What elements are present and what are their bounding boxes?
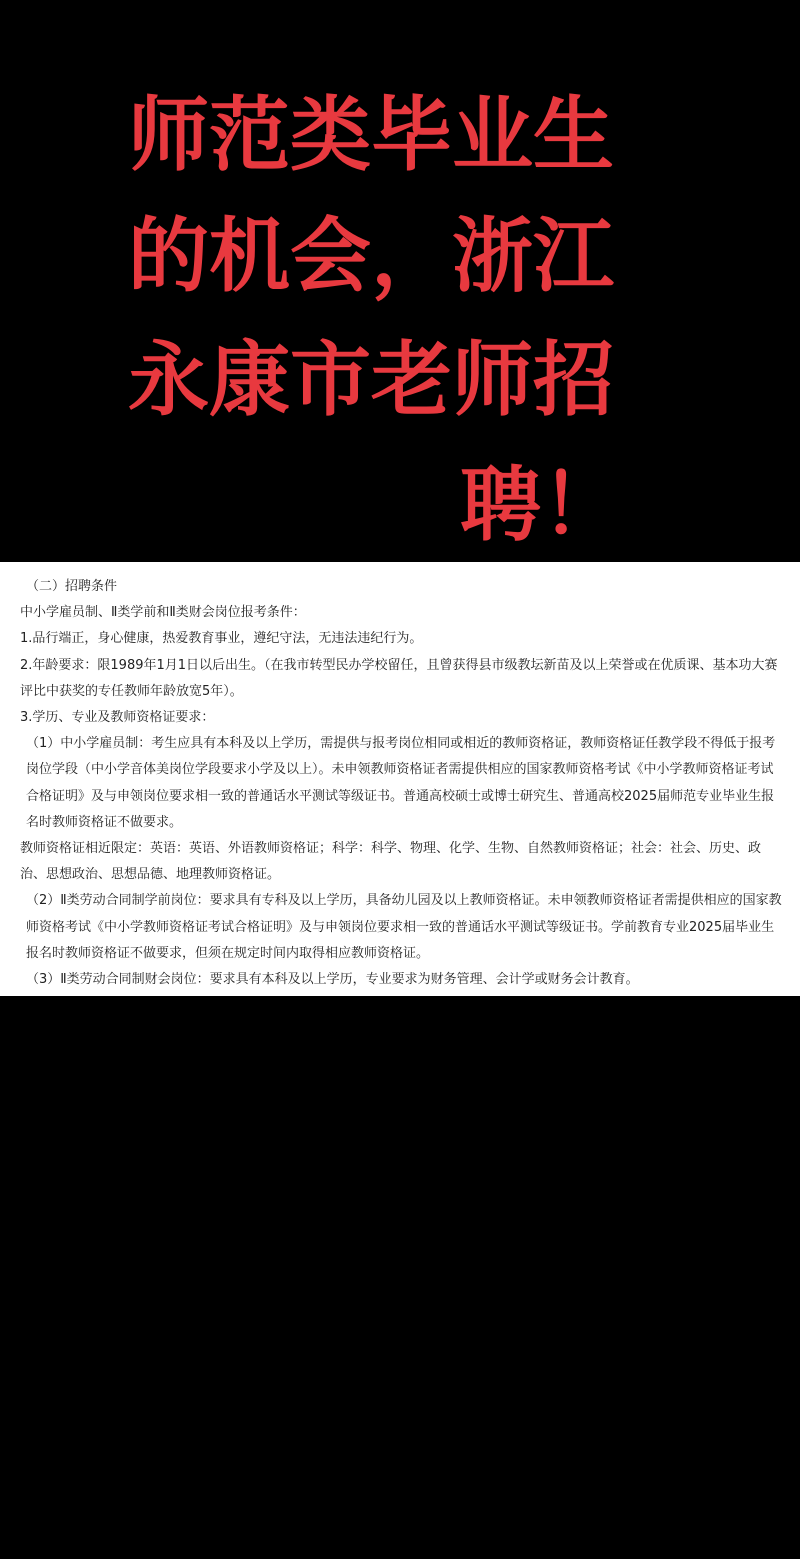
headline-line-2: 的机会，浙江 xyxy=(128,210,615,304)
headline-line-4: 聘！ xyxy=(460,459,623,553)
paragraph-conduct: 1.品行端正，身心健康，热爱教育事业，遵纪守法，无违法违纪行为。 xyxy=(20,631,423,647)
paragraph-similar-certificates: 教师资格证相近限定：英语：英语、外语教师资格证；科学：科学、物理、化学、生物、自然教师资格证；社会：社会、历史、政治、思想政治、思想品德、地理教师资格证。 xyxy=(20,841,762,883)
paragraph-positions: 中小学雇员制、Ⅱ类学前和Ⅱ类财会岗位报考条件： xyxy=(20,605,306,621)
headline-line-3: 永康市老师招 xyxy=(128,334,615,428)
paragraph-accounting: （3）Ⅱ类劳动合同制财会岗位：要求具有本科及以上学历，专业要求为财务管理、会计学或财务会计教育。 xyxy=(26,972,639,988)
paragraph-qualification-heading: 3.学历、专业及教师资格证要求： xyxy=(20,710,215,726)
headline-banner xyxy=(0,0,800,562)
paragraph-preschool: （2）Ⅱ类劳动合同制学前岗位：要求具有专科及以上学历，具备幼儿园及以上教师资格证。未申领教师资格证者需提供相应的国家教师资格考试《中小学教师资格证考试合格证明》及与申领岗位要求相一致的普通话水平测试等级证书。学前教育专业2025届毕业生报名时教师资格证不做要求，但须在规定时间内取得相应教师资格证。 xyxy=(26,893,782,961)
paragraph-employee-system: （1）中小学雇员制：考生应具有本科及以上学历，需提供与报考岗位相同或相近的教师资格证，教师资格证任教学段不得低于报考岗位学段（中小学音体美岗位学段要求小学及以上）。未申领教师资格证者需提供相应的国家教师资格考试《中小学教师资格证考试合格证明》及与申领岗位要求相一致的普通话水平测试等级证书。普通高校硕士或博士研究生、普通高校2025届师范专业毕业生报名时教师资格证不做要求。 xyxy=(26,736,776,830)
headline-line-1: 师范类毕业生 xyxy=(128,89,615,183)
bottom-background xyxy=(0,996,800,1559)
paragraph-age: 2.年龄要求：限1989年1月1日以后出生。（在我市转型民办学校留任，且曾获得县市级教坛新苗及以上荣誉或在优质课、基本功大赛评比中获奖的专任教师年龄放宽5年）。 xyxy=(20,657,778,699)
section-title: （二）招聘条件 xyxy=(26,579,118,594)
document-excerpt xyxy=(0,562,800,996)
